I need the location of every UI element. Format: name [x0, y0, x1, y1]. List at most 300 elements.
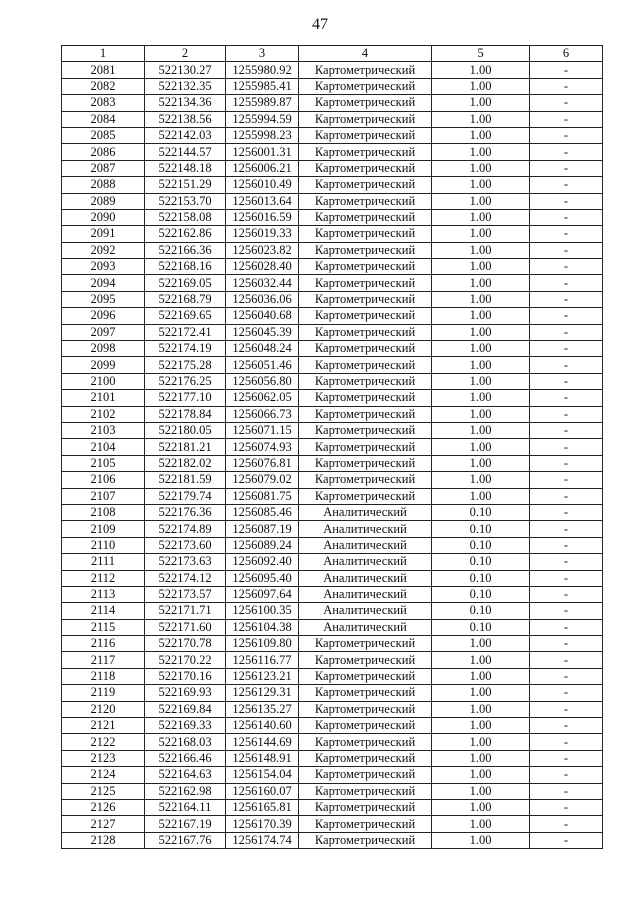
x-coordinate-cell: 522179.74	[145, 488, 226, 504]
x-coordinate-cell: 522181.59	[145, 472, 226, 488]
method-cell: Картометрический	[299, 324, 432, 340]
page-number: 47	[312, 16, 328, 33]
y-coordinate-cell: 1256036.06	[226, 291, 299, 307]
point-number-cell: 2095	[62, 291, 145, 307]
table-row	[62, 472, 603, 488]
point-number-cell: 2125	[62, 783, 145, 799]
note-cell: -	[530, 521, 603, 537]
note-cell: -	[530, 308, 603, 324]
accuracy-cell: 1.00	[432, 177, 530, 193]
y-coordinate-cell: 1256019.33	[226, 226, 299, 242]
table-row	[62, 619, 603, 635]
point-number-cell: 2112	[62, 570, 145, 586]
point-number-cell: 2113	[62, 586, 145, 602]
x-coordinate-cell: 522170.78	[145, 636, 226, 652]
x-coordinate-cell: 522176.36	[145, 504, 226, 520]
note-cell: -	[530, 554, 603, 570]
accuracy-cell: 1.00	[432, 127, 530, 143]
note-cell: -	[530, 439, 603, 455]
table-row	[62, 455, 603, 471]
x-coordinate-cell: 522171.60	[145, 619, 226, 635]
accuracy-cell: 0.10	[432, 570, 530, 586]
note-cell: -	[530, 767, 603, 783]
y-coordinate-cell: 1255980.92	[226, 62, 299, 78]
table-row	[62, 652, 603, 668]
x-coordinate-cell: 522162.98	[145, 783, 226, 799]
y-coordinate-cell: 1256135.27	[226, 701, 299, 717]
accuracy-cell: 1.00	[432, 832, 530, 848]
accuracy-cell: 1.00	[432, 242, 530, 258]
x-coordinate-cell: 522177.10	[145, 390, 226, 406]
table-header	[62, 46, 603, 62]
y-coordinate-cell: 1256010.49	[226, 177, 299, 193]
table-row	[62, 341, 603, 357]
point-number-cell: 2102	[62, 406, 145, 422]
method-cell: Картометрический	[299, 734, 432, 750]
point-number-cell: 2108	[62, 504, 145, 520]
note-cell: -	[530, 95, 603, 111]
note-cell: -	[530, 177, 603, 193]
header-cell-3: 3	[226, 46, 299, 62]
point-number-cell: 2119	[62, 685, 145, 701]
table-row	[62, 111, 603, 127]
note-cell: -	[530, 685, 603, 701]
x-coordinate-cell: 522170.16	[145, 668, 226, 684]
accuracy-cell: 1.00	[432, 144, 530, 160]
point-number-cell: 2121	[62, 718, 145, 734]
note-cell: -	[530, 259, 603, 275]
method-cell: Картометрический	[299, 275, 432, 291]
table-row	[62, 62, 603, 78]
method-cell: Аналитический	[299, 554, 432, 570]
accuracy-cell: 0.10	[432, 537, 530, 553]
method-cell: Аналитический	[299, 586, 432, 602]
y-coordinate-cell: 1256085.46	[226, 504, 299, 520]
accuracy-cell: 0.10	[432, 586, 530, 602]
note-cell: -	[530, 586, 603, 602]
accuracy-cell: 0.10	[432, 554, 530, 570]
point-number-cell: 2085	[62, 127, 145, 143]
y-coordinate-cell: 1256174.74	[226, 832, 299, 848]
accuracy-cell: 0.10	[432, 603, 530, 619]
table-row	[62, 701, 603, 717]
point-number-cell: 2111	[62, 554, 145, 570]
x-coordinate-cell: 522144.57	[145, 144, 226, 160]
method-cell: Картометрический	[299, 308, 432, 324]
point-number-cell: 2128	[62, 832, 145, 848]
note-cell: -	[530, 734, 603, 750]
note-cell: -	[530, 390, 603, 406]
table-row	[62, 734, 603, 750]
point-number-cell: 2110	[62, 537, 145, 553]
y-coordinate-cell: 1256095.40	[226, 570, 299, 586]
y-coordinate-cell: 1256048.24	[226, 341, 299, 357]
header-cell-2: 2	[145, 46, 226, 62]
method-cell: Картометрический	[299, 455, 432, 471]
x-coordinate-cell: 522169.05	[145, 275, 226, 291]
method-cell: Картометрический	[299, 718, 432, 734]
table-row	[62, 439, 603, 455]
accuracy-cell: 1.00	[432, 783, 530, 799]
point-number-cell: 2089	[62, 193, 145, 209]
accuracy-cell: 1.00	[432, 422, 530, 438]
method-cell: Аналитический	[299, 570, 432, 586]
point-number-cell: 2084	[62, 111, 145, 127]
y-coordinate-cell: 1256006.21	[226, 160, 299, 176]
note-cell: -	[530, 570, 603, 586]
y-coordinate-cell: 1256045.39	[226, 324, 299, 340]
accuracy-cell: 1.00	[432, 226, 530, 242]
method-cell: Картометрический	[299, 78, 432, 94]
method-cell: Картометрический	[299, 291, 432, 307]
x-coordinate-cell: 522164.63	[145, 767, 226, 783]
table-row	[62, 636, 603, 652]
method-cell: Картометрический	[299, 652, 432, 668]
note-cell: -	[530, 488, 603, 504]
table-row	[62, 718, 603, 734]
method-cell: Картометрический	[299, 226, 432, 242]
point-number-cell: 2120	[62, 701, 145, 717]
accuracy-cell: 1.00	[432, 685, 530, 701]
method-cell: Картометрический	[299, 95, 432, 111]
point-number-cell: 2093	[62, 259, 145, 275]
accuracy-cell: 1.00	[432, 668, 530, 684]
method-cell: Картометрический	[299, 816, 432, 832]
note-cell: -	[530, 209, 603, 225]
x-coordinate-cell: 522158.08	[145, 209, 226, 225]
accuracy-cell: 1.00	[432, 275, 530, 291]
x-coordinate-cell: 522168.79	[145, 291, 226, 307]
point-number-cell: 2092	[62, 242, 145, 258]
note-cell: -	[530, 62, 603, 78]
y-coordinate-cell: 1256023.82	[226, 242, 299, 258]
point-number-cell: 2122	[62, 734, 145, 750]
accuracy-cell: 1.00	[432, 308, 530, 324]
method-cell: Картометрический	[299, 341, 432, 357]
x-coordinate-cell: 522167.76	[145, 832, 226, 848]
accuracy-cell: 1.00	[432, 701, 530, 717]
accuracy-cell: 1.00	[432, 750, 530, 766]
x-coordinate-cell: 522171.71	[145, 603, 226, 619]
note-cell: -	[530, 652, 603, 668]
table-row	[62, 537, 603, 553]
y-coordinate-cell: 1256123.21	[226, 668, 299, 684]
y-coordinate-cell: 1256089.24	[226, 537, 299, 553]
table-row	[62, 357, 603, 373]
accuracy-cell: 1.00	[432, 259, 530, 275]
y-coordinate-cell: 1256016.59	[226, 209, 299, 225]
table-row	[62, 570, 603, 586]
method-cell: Картометрический	[299, 636, 432, 652]
accuracy-cell: 1.00	[432, 799, 530, 815]
accuracy-cell: 1.00	[432, 488, 530, 504]
note-cell: -	[530, 127, 603, 143]
x-coordinate-cell: 522138.56	[145, 111, 226, 127]
table-row	[62, 767, 603, 783]
method-cell: Картометрический	[299, 390, 432, 406]
method-cell: Картометрический	[299, 668, 432, 684]
point-number-cell: 2115	[62, 619, 145, 635]
x-coordinate-cell: 522173.57	[145, 586, 226, 602]
y-coordinate-cell: 1256116.77	[226, 652, 299, 668]
note-cell: -	[530, 422, 603, 438]
y-coordinate-cell: 1256104.38	[226, 619, 299, 635]
note-cell: -	[530, 816, 603, 832]
y-coordinate-cell: 1256154.04	[226, 767, 299, 783]
method-cell: Картометрический	[299, 472, 432, 488]
x-coordinate-cell: 522132.35	[145, 78, 226, 94]
accuracy-cell: 1.00	[432, 324, 530, 340]
x-coordinate-cell: 522172.41	[145, 324, 226, 340]
note-cell: -	[530, 275, 603, 291]
note-cell: -	[530, 357, 603, 373]
x-coordinate-cell: 522173.63	[145, 554, 226, 570]
y-coordinate-cell: 1256097.64	[226, 586, 299, 602]
y-coordinate-cell: 1255989.87	[226, 95, 299, 111]
coordinates-table	[61, 45, 603, 849]
method-cell: Картометрический	[299, 685, 432, 701]
accuracy-cell: 1.00	[432, 193, 530, 209]
y-coordinate-cell: 1256160.07	[226, 783, 299, 799]
point-number-cell: 2088	[62, 177, 145, 193]
x-coordinate-cell: 522170.22	[145, 652, 226, 668]
accuracy-cell: 1.00	[432, 652, 530, 668]
note-cell: -	[530, 701, 603, 717]
table-row	[62, 603, 603, 619]
point-number-cell: 2090	[62, 209, 145, 225]
table-row	[62, 324, 603, 340]
x-coordinate-cell: 522182.02	[145, 455, 226, 471]
x-coordinate-cell: 522142.03	[145, 127, 226, 143]
note-cell: -	[530, 78, 603, 94]
x-coordinate-cell: 522168.16	[145, 259, 226, 275]
note-cell: -	[530, 537, 603, 553]
point-number-cell: 2087	[62, 160, 145, 176]
note-cell: -	[530, 783, 603, 799]
y-coordinate-cell: 1256032.44	[226, 275, 299, 291]
accuracy-cell: 1.00	[432, 472, 530, 488]
accuracy-cell: 1.00	[432, 734, 530, 750]
note-cell: -	[530, 504, 603, 520]
x-coordinate-cell: 522166.36	[145, 242, 226, 258]
table-row	[62, 226, 603, 242]
method-cell: Картометрический	[299, 127, 432, 143]
x-coordinate-cell: 522178.84	[145, 406, 226, 422]
y-coordinate-cell: 1256076.81	[226, 455, 299, 471]
accuracy-cell: 1.00	[432, 439, 530, 455]
table-row	[62, 422, 603, 438]
note-cell: -	[530, 193, 603, 209]
note-cell: -	[530, 291, 603, 307]
y-coordinate-cell: 1256066.73	[226, 406, 299, 422]
table-row	[62, 177, 603, 193]
table-row	[62, 554, 603, 570]
table-row	[62, 488, 603, 504]
note-cell: -	[530, 406, 603, 422]
y-coordinate-cell: 1256087.19	[226, 521, 299, 537]
accuracy-cell: 1.00	[432, 390, 530, 406]
x-coordinate-cell: 522175.28	[145, 357, 226, 373]
table-row	[62, 783, 603, 799]
point-number-cell: 2114	[62, 603, 145, 619]
accuracy-cell: 1.00	[432, 160, 530, 176]
table-row	[62, 78, 603, 94]
header-cell-5: 5	[432, 46, 530, 62]
note-cell: -	[530, 750, 603, 766]
point-number-cell: 2126	[62, 799, 145, 815]
table-row	[62, 308, 603, 324]
note-cell: -	[530, 324, 603, 340]
y-coordinate-cell: 1256051.46	[226, 357, 299, 373]
method-cell: Картометрический	[299, 439, 432, 455]
method-cell: Картометрический	[299, 832, 432, 848]
point-number-cell: 2101	[62, 390, 145, 406]
accuracy-cell: 1.00	[432, 291, 530, 307]
note-cell: -	[530, 799, 603, 815]
note-cell: -	[530, 603, 603, 619]
note-cell: -	[530, 341, 603, 357]
method-cell: Картометрический	[299, 111, 432, 127]
header-row	[62, 46, 603, 62]
x-coordinate-cell: 522169.84	[145, 701, 226, 717]
point-number-cell: 2082	[62, 78, 145, 94]
accuracy-cell: 0.10	[432, 504, 530, 520]
point-number-cell: 2123	[62, 750, 145, 766]
table-row	[62, 209, 603, 225]
x-coordinate-cell: 522151.29	[145, 177, 226, 193]
table-row	[62, 586, 603, 602]
point-number-cell: 2086	[62, 144, 145, 160]
y-coordinate-cell: 1256109.80	[226, 636, 299, 652]
accuracy-cell: 1.00	[432, 373, 530, 389]
x-coordinate-cell: 522181.21	[145, 439, 226, 455]
y-coordinate-cell: 1255994.59	[226, 111, 299, 127]
accuracy-cell: 1.00	[432, 62, 530, 78]
y-coordinate-cell: 1256001.31	[226, 144, 299, 160]
table-row	[62, 832, 603, 848]
point-number-cell: 2116	[62, 636, 145, 652]
table-row	[62, 160, 603, 176]
table-row	[62, 259, 603, 275]
x-coordinate-cell: 522169.33	[145, 718, 226, 734]
note-cell: -	[530, 373, 603, 389]
table-row	[62, 291, 603, 307]
method-cell: Картометрический	[299, 242, 432, 258]
x-coordinate-cell: 522164.11	[145, 799, 226, 815]
note-cell: -	[530, 472, 603, 488]
table-row	[62, 668, 603, 684]
x-coordinate-cell: 522130.27	[145, 62, 226, 78]
header-cell-1: 1	[62, 46, 145, 62]
x-coordinate-cell: 522168.03	[145, 734, 226, 750]
point-number-cell: 2103	[62, 422, 145, 438]
note-cell: -	[530, 636, 603, 652]
accuracy-cell: 1.00	[432, 767, 530, 783]
point-number-cell: 2081	[62, 62, 145, 78]
table-row	[62, 750, 603, 766]
method-cell: Картометрический	[299, 488, 432, 504]
table-row	[62, 816, 603, 832]
x-coordinate-cell: 522134.36	[145, 95, 226, 111]
point-number-cell: 2118	[62, 668, 145, 684]
method-cell: Картометрический	[299, 357, 432, 373]
table-row	[62, 144, 603, 160]
accuracy-cell: 1.00	[432, 718, 530, 734]
y-coordinate-cell: 1256071.15	[226, 422, 299, 438]
y-coordinate-cell: 1256062.05	[226, 390, 299, 406]
point-number-cell: 2099	[62, 357, 145, 373]
point-number-cell: 2083	[62, 95, 145, 111]
y-coordinate-cell: 1256165.81	[226, 799, 299, 815]
point-number-cell: 2098	[62, 341, 145, 357]
table-row	[62, 521, 603, 537]
method-cell: Картометрический	[299, 373, 432, 389]
method-cell: Картометрический	[299, 422, 432, 438]
accuracy-cell: 1.00	[432, 406, 530, 422]
method-cell: Картометрический	[299, 62, 432, 78]
x-coordinate-cell: 522173.60	[145, 537, 226, 553]
header-cell-6: 6	[530, 46, 603, 62]
y-coordinate-cell: 1255998.23	[226, 127, 299, 143]
point-number-cell: 2109	[62, 521, 145, 537]
table-row	[62, 504, 603, 520]
x-coordinate-cell: 522169.93	[145, 685, 226, 701]
point-number-cell: 2117	[62, 652, 145, 668]
x-coordinate-cell: 522176.25	[145, 373, 226, 389]
method-cell: Картометрический	[299, 193, 432, 209]
note-cell: -	[530, 668, 603, 684]
accuracy-cell: 1.00	[432, 816, 530, 832]
point-number-cell: 2096	[62, 308, 145, 324]
table-row	[62, 275, 603, 291]
method-cell: Картометрический	[299, 209, 432, 225]
method-cell: Аналитический	[299, 603, 432, 619]
table-row	[62, 406, 603, 422]
table-row	[62, 799, 603, 815]
table-row	[62, 373, 603, 389]
header-cell-4: 4	[299, 46, 432, 62]
point-number-cell: 2091	[62, 226, 145, 242]
y-coordinate-cell: 1256100.35	[226, 603, 299, 619]
point-number-cell: 2097	[62, 324, 145, 340]
note-cell: -	[530, 832, 603, 848]
accuracy-cell: 1.00	[432, 341, 530, 357]
note-cell: -	[530, 242, 603, 258]
x-coordinate-cell: 522153.70	[145, 193, 226, 209]
point-number-cell: 2094	[62, 275, 145, 291]
accuracy-cell: 1.00	[432, 357, 530, 373]
point-number-cell: 2106	[62, 472, 145, 488]
y-coordinate-cell: 1256056.80	[226, 373, 299, 389]
method-cell: Картометрический	[299, 701, 432, 717]
point-number-cell: 2124	[62, 767, 145, 783]
method-cell: Картометрический	[299, 799, 432, 815]
accuracy-cell: 1.00	[432, 78, 530, 94]
note-cell: -	[530, 718, 603, 734]
point-number-cell: 2127	[62, 816, 145, 832]
method-cell: Картометрический	[299, 144, 432, 160]
x-coordinate-cell: 522166.46	[145, 750, 226, 766]
table-row	[62, 390, 603, 406]
point-number-cell: 2104	[62, 439, 145, 455]
x-coordinate-cell: 522180.05	[145, 422, 226, 438]
accuracy-cell: 1.00	[432, 111, 530, 127]
y-coordinate-cell: 1256144.69	[226, 734, 299, 750]
y-coordinate-cell: 1256129.31	[226, 685, 299, 701]
note-cell: -	[530, 226, 603, 242]
x-coordinate-cell: 522174.19	[145, 341, 226, 357]
table-row	[62, 242, 603, 258]
